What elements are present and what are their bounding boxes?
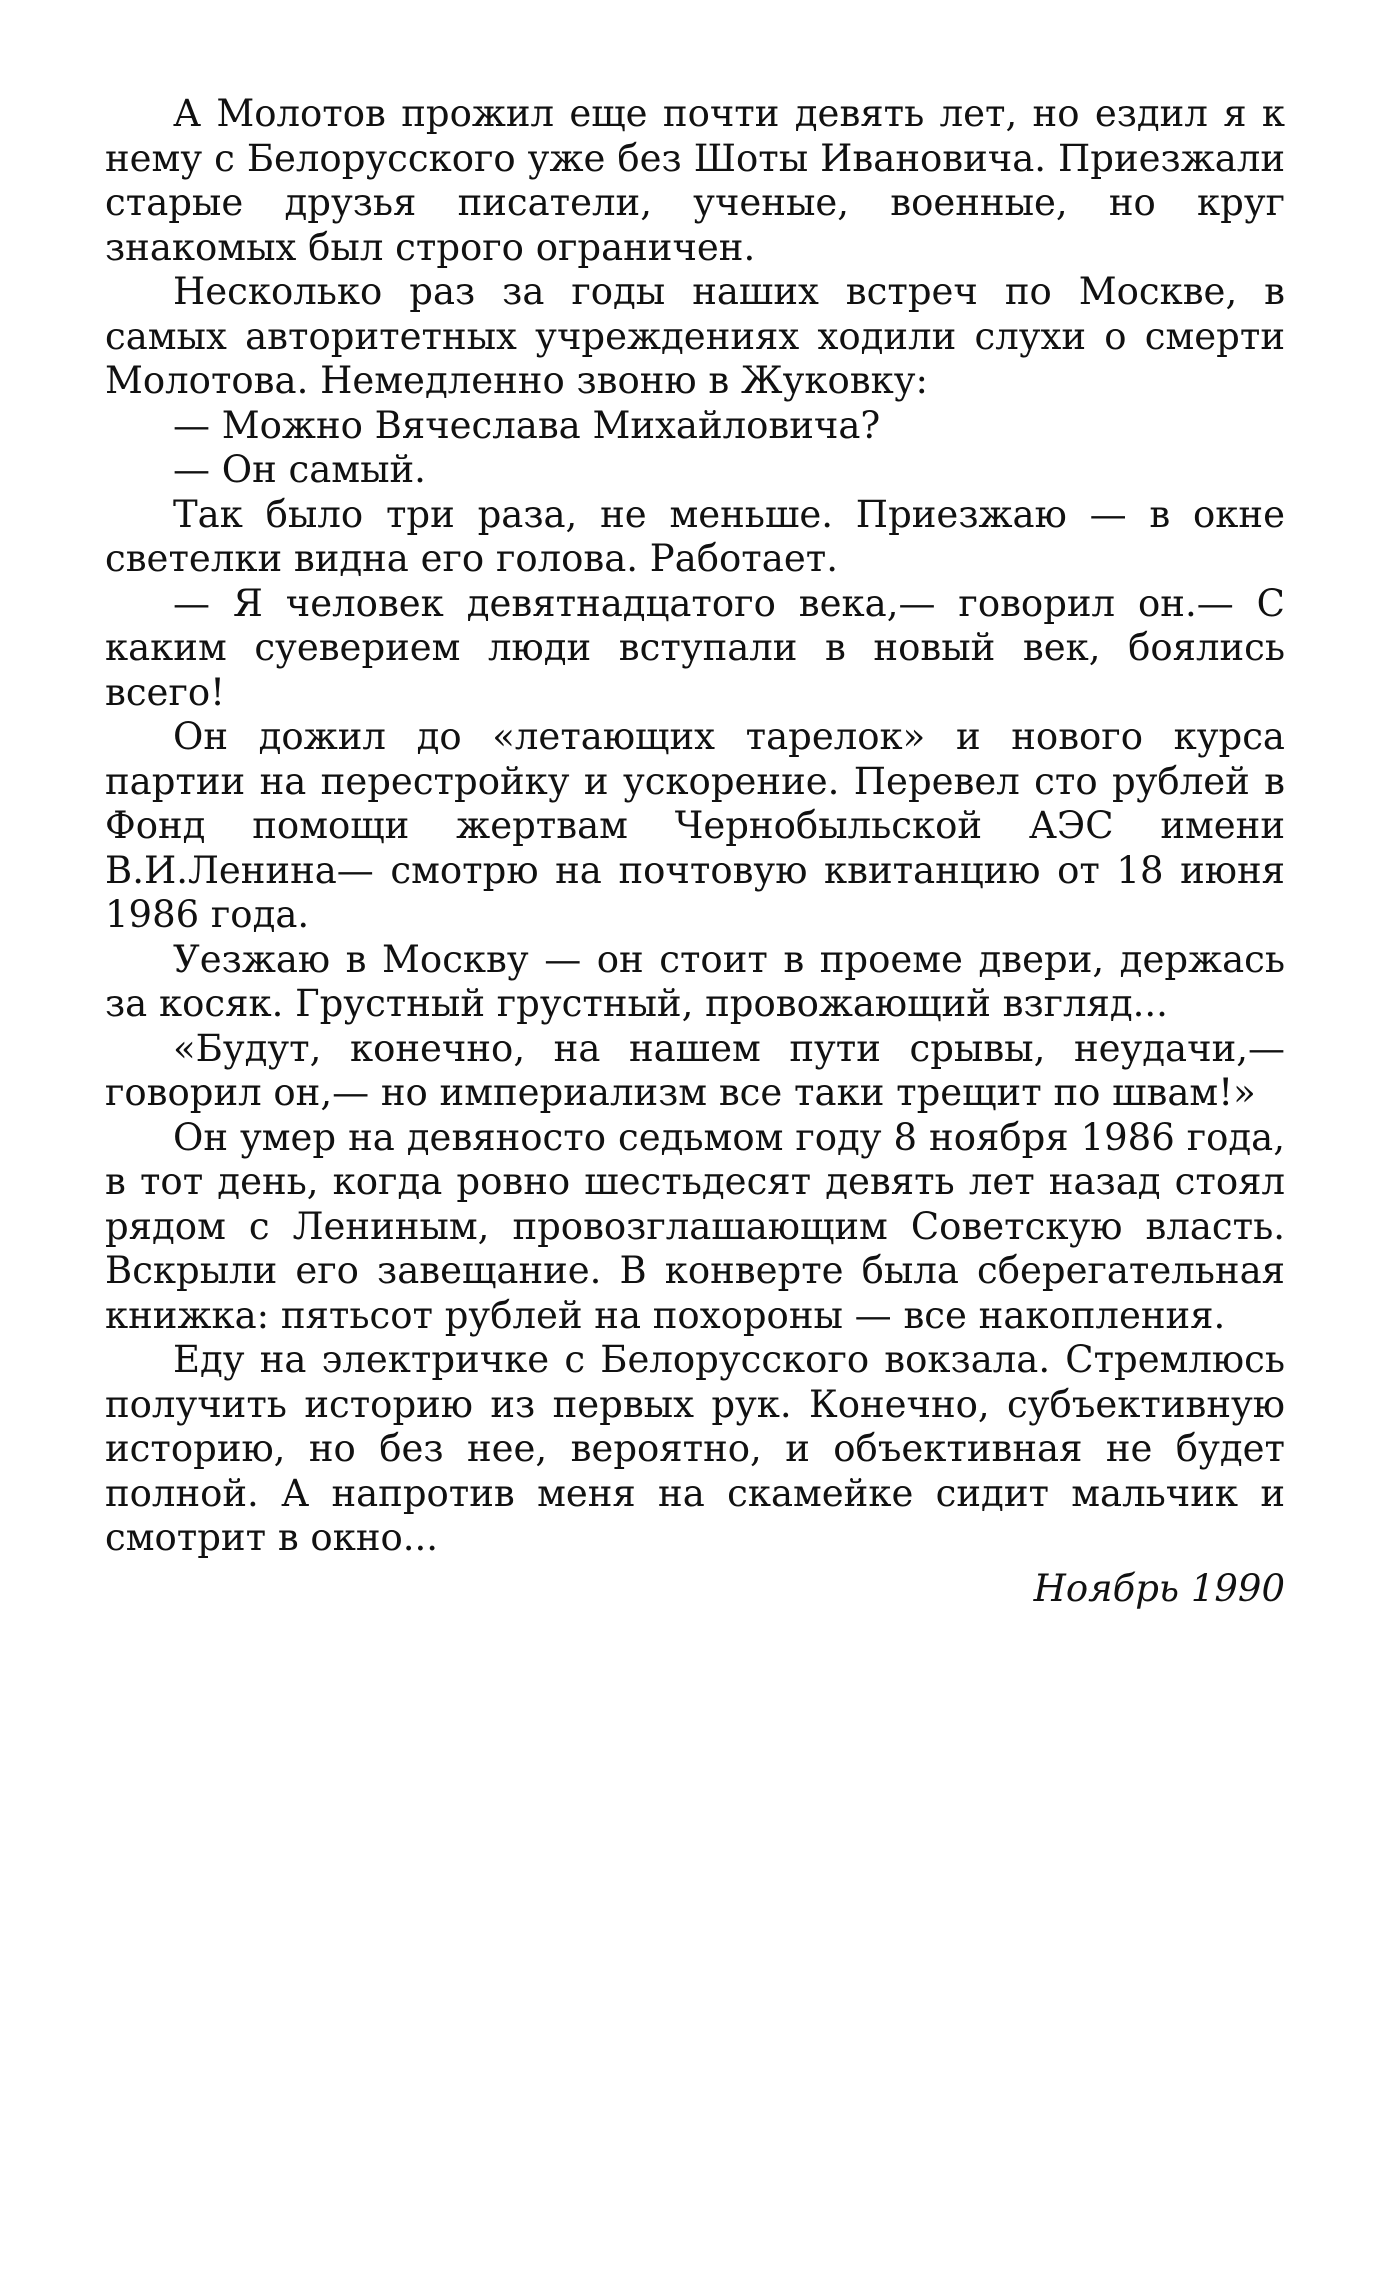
paragraph: Он умер на девяносто седьмом году 8 ноября 1986 года, в тот день, когда ровно шестьдесят девять лет назад стоял рядом с Лениным, провозглашающим Советскую власть. Вскрыли его завещание. В конверте была сберегательная книжка: пятьсот рублей на похороны — все накопления. — [105, 1115, 1285, 1337]
document-page — [105, 92, 1285, 1611]
paragraph: Так было три раза, не меньше. Приезжаю — в окне светелки видна его голова. Работает. — [105, 492, 1285, 580]
paragraph: А Молотов прожил еще почти девять лет, но ездил я к нему с Белорусского уже без Шоты Ивановича. Приезжали старые друзья писатели, ученые, военные, но круг знакомых был строго ограничен. — [105, 92, 1285, 269]
paragraph: «Будут, конечно, на нашем пути срывы, неудачи,— говорил он,— но империализм все таки трещит по швам!» — [105, 1026, 1285, 1114]
paragraph: — Он самый. — [173, 448, 426, 491]
paragraph: Уезжаю в Москву — он стоит в проеме двери, держась за косяк. Грустный грустный, провожающий взгляд... — [105, 937, 1285, 1025]
paragraph: Еду на электричке с Белорусского вокзала. Стремлюсь получить историю из первых рук. Конечно, субъективную историю, но без нее, вероятно, и объективная не будет полной. А напротив меня на скамейке сидит мальчик и смотрит в окно... — [105, 1338, 1285, 1559]
paragraph: Несколько раз за годы наших встреч по Москве, в самых авторитетных учреждениях ходили слухи о смерти Молотова. Немедленно звоню в Жуковку: — [105, 270, 1285, 402]
paragraph: — Я человек девятнадцатого века,— говорил он.— С каким суеверием люди вступали в новый век, боялись всего! — [105, 581, 1285, 714]
paragraph: — Можно Вячеслава Михайловича? — [173, 403, 881, 447]
signature-date: Ноябрь 1990 — [1033, 1566, 1285, 1610]
paragraph: Он дожил до «летающих тарелок» и нового курса партии на перестройку и ускорение. Перевел сто рублей в Фонд помощи жертвам Чернобыльской АЭС имени В.И.Ленина— смотрю на почтовую квитанцию от 18 июня 1986 года. — [105, 715, 1285, 936]
